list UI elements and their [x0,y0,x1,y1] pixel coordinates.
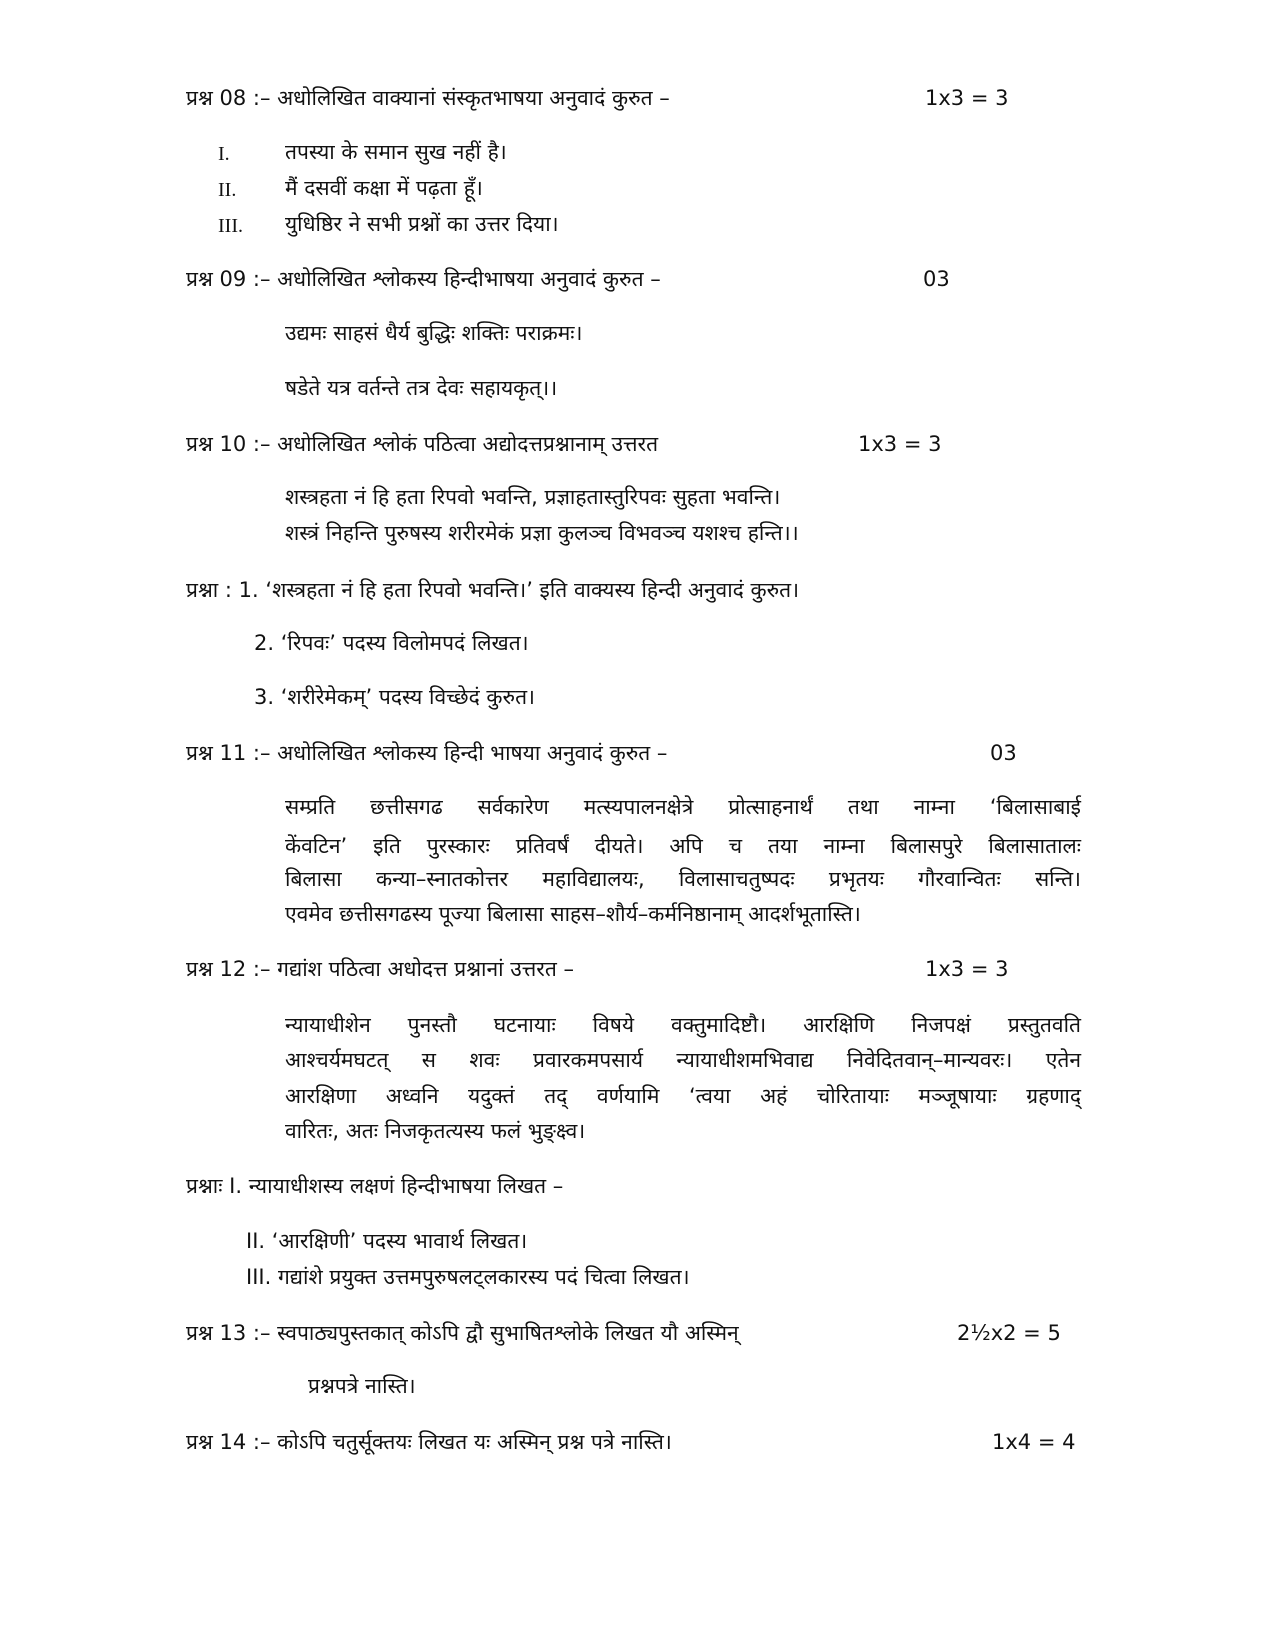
q12-question-2 [246,1226,527,1256]
q11-passage-line: केंवटिन’ इति पुरस्कारः प्रतिवर्षं दीयते। अपि च तया नाम्ना बिलासपुरे बिलासातालः [285,834,1081,858]
q12-label: प्रश्न 12 :– [186,957,271,981]
q10-question-num: 3. [254,685,275,709]
q09-verse-line: षडेते यत्र वर्तन्ते तत्र देवः सहायकृत्।। [285,376,558,400]
q14-heading [186,1427,672,1457]
q10-question-2 [254,628,529,658]
q12-question-text: ‘आरक्षिणी’ पदस्य भावार्थ लिखत। [271,1229,528,1253]
q08-label: प्रश्न 08 :– [186,86,271,110]
q08-marks: 1x3 = 3 [925,86,1009,110]
q08-heading [186,83,670,113]
q08-item-num: III. [218,215,243,237]
q13-marks: 2½x2 = 5 [957,1321,1061,1345]
q09-verse-line: उद्यमः साहसं धैर्य बुद्धिः शक्तिः पराक्रमः। [285,321,583,345]
q11-passage-line: सम्प्रति छत्तीसगढ सर्वकारेण मत्स्यपालनक्षेत्रे प्रोत्साहनार्थं तथा नाम्ना ‘बिलासाबाई [285,795,1081,819]
q12-question-3 [246,1262,690,1292]
q12-text: गद्यांश पठित्वा अधोदत्त प्रश्नानां उत्तरत – [277,957,575,981]
q10-verse-line: शस्त्रहता नं हि हता रिपवो भवन्ति, प्रज्ञाहतास्तुरिपवः सुहता भवन्ति। [285,485,781,509]
q10-questions-label: प्रश्ना : 1. [186,578,259,602]
q08-text: अधोलिखित वाक्यानां संस्कृतभाषया अनुवादं कुरुत – [277,86,670,110]
q14-text: कोऽपि चतुर्सूक्तयः लिखत यः अस्मिन् प्रश्न पत्रे नास्ति। [277,1430,672,1454]
q11-passage-line: बिलासा कन्या–स्नातकोत्तर महाविद्यालयः, विलासाचतुष्पदः प्रभृतयः गौरवान्वितः सन्ति। [285,867,1081,891]
q12-passage-line: आश्चर्यमघटत् स शवः प्रवारकमपसार्य न्यायाधीशमभिवाद्य निवेदितवान्–मान्यवरः। एतेन [285,1048,1081,1072]
q13-heading [186,1318,739,1348]
q14-marks: 1x4 = 4 [992,1430,1076,1454]
q09-text: अधोलिखित श्लोकस्य हिन्दीभाषया अनुवादं कुरुत – [277,267,661,291]
q12-question-text: गद्यांशे प्रयुक्त उत्तमपुरुषलट्लकारस्य पदं चित्वा लिखत। [277,1265,690,1289]
q11-marks: 03 [990,741,1017,765]
q13-text: स्वपाठ्यपुस्तकात् कोऽपि द्वौ सुभाषितश्लोके लिखत यौ अस्मिन् [277,1321,739,1345]
q12-marks: 1x3 = 3 [925,957,1009,981]
q12-question-num: III. [246,1265,272,1289]
q12-heading [186,954,574,984]
q08-item-num: I. [218,143,230,165]
q08-item-num: II. [218,179,237,201]
q09-heading [186,264,661,294]
q10-question-3 [254,682,535,712]
q12-passage-line: वारितः, अतः निजकृतत्यस्य फलं भुङ्क्ष्व। [285,1119,586,1143]
q08-item-text: तपस्या के समान सुख नहीं है। [285,140,507,164]
q10-question-1 [186,575,799,605]
q12-passage-line: आरक्षिणा अध्वनि यदुक्तं तद् वर्णयामि ‘त्वया अहं चोरितायाः मञ्जूषायाः ग्रहणाद् [285,1084,1081,1108]
q10-text: अधोलिखित श्लोकं पठित्वा अद्योदत्तप्रश्नानाम् उत्तरत [277,432,659,456]
q10-question-text: ‘शस्त्रहता नं हि हता रिपवो भवन्ति।’ इति वाक्यस्य हिन्दी अनुवादं कुरुत। [265,578,800,602]
q13-text-continued: प्रश्नपत्रे नास्ति। [308,1374,416,1398]
q11-text: अधोलिखित श्लोकस्य हिन्दी भाषया अनुवादं कुरुत – [277,741,668,765]
q12-question-text: न्यायाधीशस्य लक्षणं हिन्दीभाषया लिखत – [248,1174,564,1198]
q10-question-num: 2. [254,631,275,655]
q12-question-num: II. [246,1229,266,1253]
q10-question-text: ‘शरीरेमेकम्’ पदस्य विच्छेदं कुरुत। [280,685,536,709]
q12-question-1 [186,1171,563,1201]
q11-passage-line: एवमेव छत्तीसगढस्य पूज्या बिलासा साहस–शौर्य–कर्मनिष्ठानाम् आदर्शभूतास्ति। [285,902,861,926]
q09-label: प्रश्न 09 :– [186,267,271,291]
q14-label: प्रश्न 14 :– [186,1430,271,1454]
q10-verse-line: शस्त्रं निहन्ति पुरुषस्य शरीरमेकं प्रज्ञा कुलञ्च विभवञ्च यशश्च हन्ति।। [285,521,799,545]
q10-question-text: ‘रिपवः’ पदस्य विलोमपदं लिखत। [280,631,529,655]
q10-label: प्रश्न 10 :– [186,432,271,456]
q08-item-text: मैं दसवीं कक्षा में पढ़ता हूँ। [285,176,483,200]
q10-marks: 1x3 = 3 [858,432,942,456]
q10-heading [186,429,658,459]
q12-questions-label: प्रश्नाः [186,1174,223,1198]
q11-heading [186,738,667,768]
q13-label: प्रश्न 13 :– [186,1321,271,1345]
q12-question-num: I. [229,1174,243,1198]
q11-label: प्रश्न 11 :– [186,741,271,765]
q12-passage-line: न्यायाधीशेन पुनस्तौ घटनायाः विषये वक्तुमादिष्टौ। आरक्षिणि निजपक्षं प्रस्तुतवति [285,1013,1081,1037]
q08-item-text: युधिष्ठिर ने सभी प्रश्नों का उत्तर दिया। [285,212,559,236]
q09-marks: 03 [923,267,950,291]
